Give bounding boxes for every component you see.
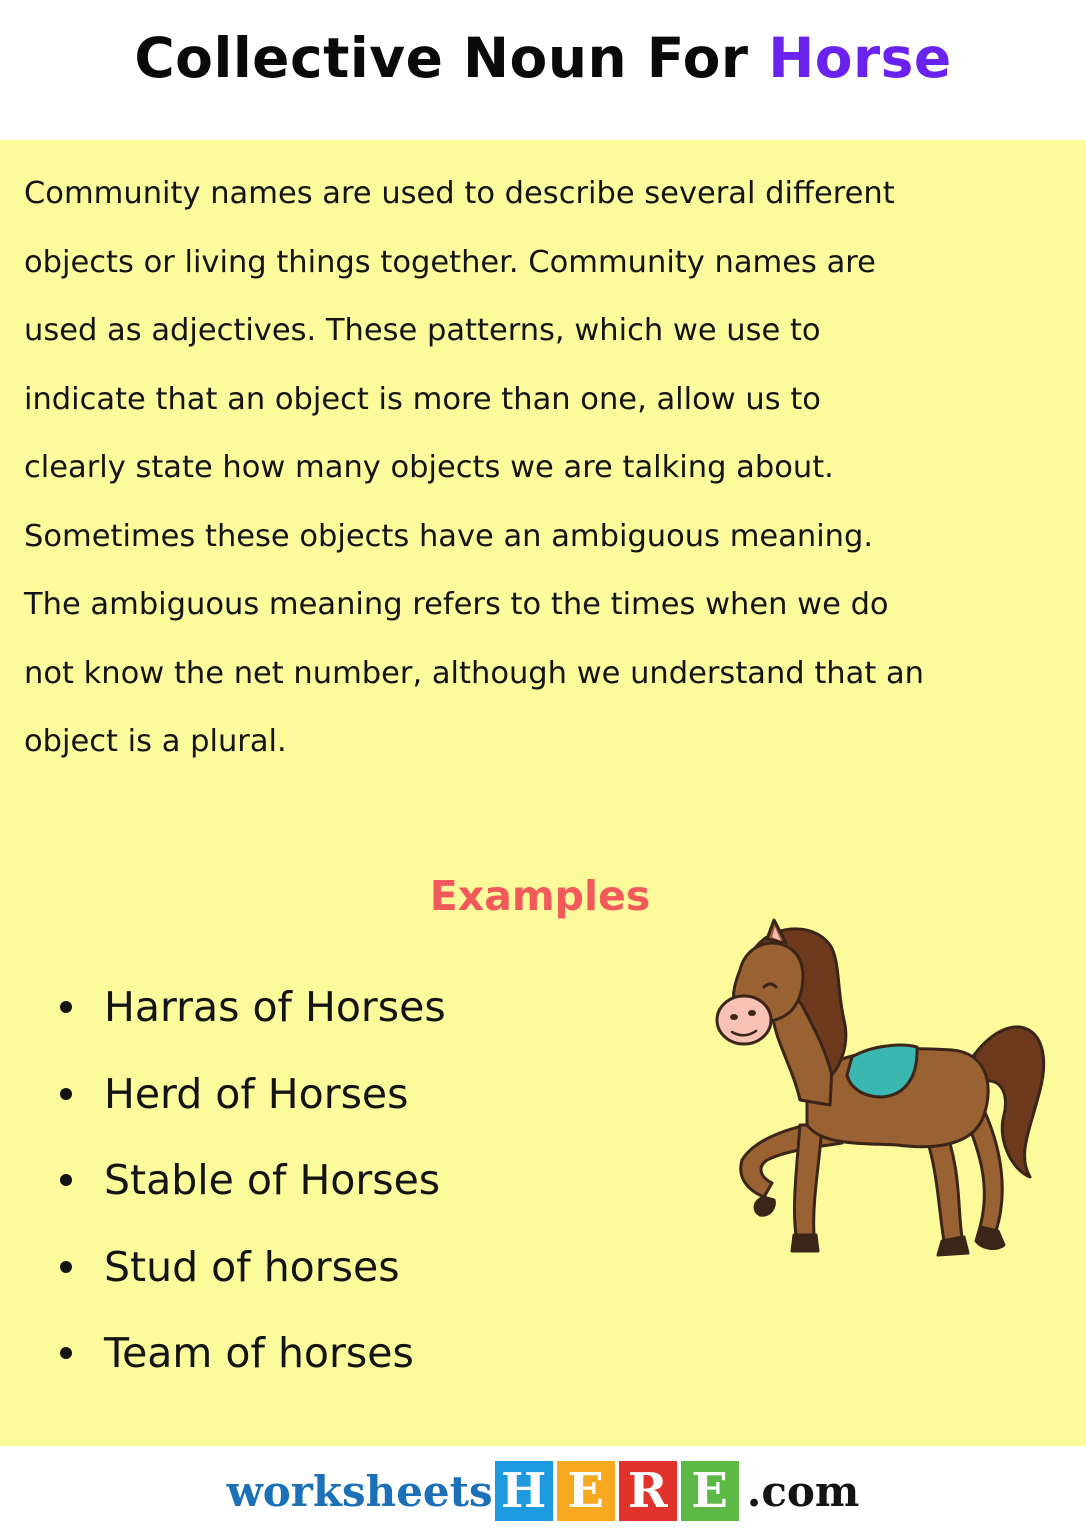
title-highlight: Horse [768, 26, 952, 90]
bullet-icon [60, 1174, 72, 1186]
list-item [60, 1051, 446, 1138]
bullet-icon [60, 1261, 72, 1273]
list-item [60, 1137, 446, 1224]
title-prefix: Collective Noun For [134, 26, 749, 90]
logo-letter-h: H [495, 1461, 553, 1521]
list-item [60, 1224, 446, 1311]
site-logo [0, 1460, 1086, 1522]
content-panel [0, 140, 1086, 1446]
bullet-icon [60, 1088, 72, 1100]
list-item [60, 964, 446, 1051]
list-item-label: Harras of Horses [104, 983, 446, 1032]
bullet-icon [60, 1001, 72, 1013]
logo-prefix: worksheets [226, 1466, 493, 1516]
list-item-label: Team of horses [104, 1329, 414, 1378]
horse-illustration [712, 915, 1047, 1265]
logo-suffix: .com [746, 1466, 860, 1516]
intro-paragraph: Community names are used to describe several different objects or living things together. Community names are used as adjectives. These patterns, which we use to indicate that an object is more than one, allow us to clearly state how many objects we are talking about. Sometimes these objects have an ambiguous meaning. The ambiguous meaning refers to the times when we do not know the net number, although we understand that an object is a plural. [24, 176, 925, 759]
bullet-icon [60, 1347, 72, 1359]
list-item-label: Stable of Horses [104, 1156, 441, 1205]
examples-heading: Examples [429, 872, 651, 920]
logo-letter-e2: E [681, 1461, 739, 1521]
page-title [134, 26, 951, 90]
page-footer [0, 1446, 1086, 1536]
examples-list [60, 964, 446, 1397]
list-item-label: Herd of Horses [104, 1069, 409, 1118]
logo-letter-e: E [557, 1461, 615, 1521]
logo-letter-r: R [619, 1461, 677, 1521]
page-header [0, 0, 1086, 140]
list-item-label: Stud of horses [104, 1242, 400, 1291]
list-item [60, 1310, 446, 1397]
